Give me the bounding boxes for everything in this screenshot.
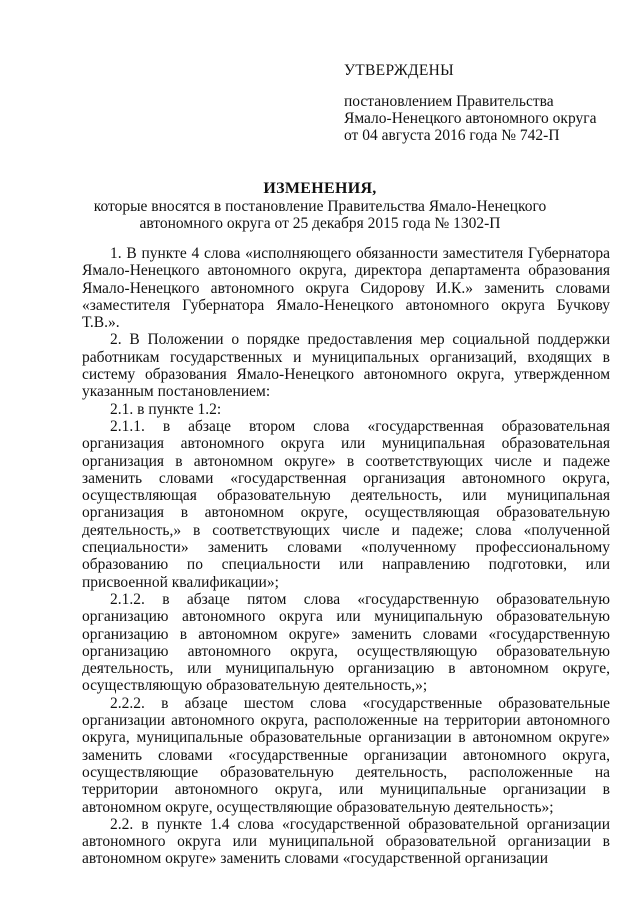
- approved-title: УТВЕРЖДЕНЫ: [344, 62, 454, 79]
- paragraph-2-1: 2.1. в пункте 1.2:: [110, 400, 222, 418]
- paragraph-2-1-1: 2.1.1. в абзаце втором слова «государственная образовательная организация автономного округа или муниципальная образовательная организация в автономном округе» в соответствующих числе и падеже заменить словами «государственная организация автономного округа, осуществляющая образовательную деятельность, или муниципальная организация в автономном округе, осуществляющая образовательную деятельность,» в соответствующих числе и падеже; слова «полученной специальности» заменить словами «полученному профессиональному образованию по специальности или направлению подготовки, или присвоенной квалификации»;: [82, 417, 610, 591]
- document-body: [82, 245, 610, 868]
- paragraph-2-1-2: 2.1.2. в абзаце пятом слова «государственную образовательную организацию автономного округа или муниципальную образовательную организацию в автономном округе» заменить словами «государственную организацию автономного округа, осуществляющую образовательную деятельность, или муниципальную организацию в автономном округе, осуществляющую образовательную деятельность,»;: [82, 590, 610, 695]
- document-heading: [0, 180, 640, 232]
- approval-stamp: [344, 62, 614, 144]
- document-subtitle-line-2: автономного округа от 25 декабря 2015 года № 1302-П: [139, 215, 501, 232]
- approval-line-2: Ямало-Ненецкого автономного округа: [344, 110, 597, 127]
- paragraph-2-2-2: 2.2.2. в абзаце шестом слова «государственные образовательные организации автономного округа, расположенные на территории автономного округа, муниципальные образовательные организации в автономном округе» заменить словами «государственные организации автономного округа, осуществляющие образовательную деятельность, расположенные на территории автономного округа, или муниципальные организации в автономном округе, осуществляющие образовательную деятельность»;: [82, 694, 610, 816]
- document-subtitle-line-1: которые вносятся в постановление Правительства Ямало-Ненецкого: [93, 198, 547, 215]
- paragraph-2: 2. В Положении о порядке предоставления мер социальной поддержки работникам государственных и муниципальных организаций, входящих в систему образования Ямало-Ненецкого автономного округа, утвержденном указанным постановлением:: [82, 331, 610, 401]
- approval-line-1: постановлением Правительства: [344, 93, 554, 110]
- document-title: ИЗМЕНЕНИЯ,: [263, 180, 377, 197]
- paragraph-1: 1. В пункте 4 слова «исполняющего обязанности заместителя Губернатора Ямало-Ненецкого автономного округа, директора департамента образования Ямало-Ненецкого автономного округа Сидорову И.К.» заменить словами «заместителя Губернатора Ямало-Ненецкого автономного округа Бучкову Т.В.».: [82, 245, 610, 332]
- approval-line-3: от 04 августа 2016 года № 742-П: [344, 127, 560, 144]
- paragraph-2-2: 2.2. в пункте 1.4 слова «государственной образовательной организации автономного округа или муниципальной образовательной организации в автономном округе» заменить словами «государственной организации: [82, 815, 610, 868]
